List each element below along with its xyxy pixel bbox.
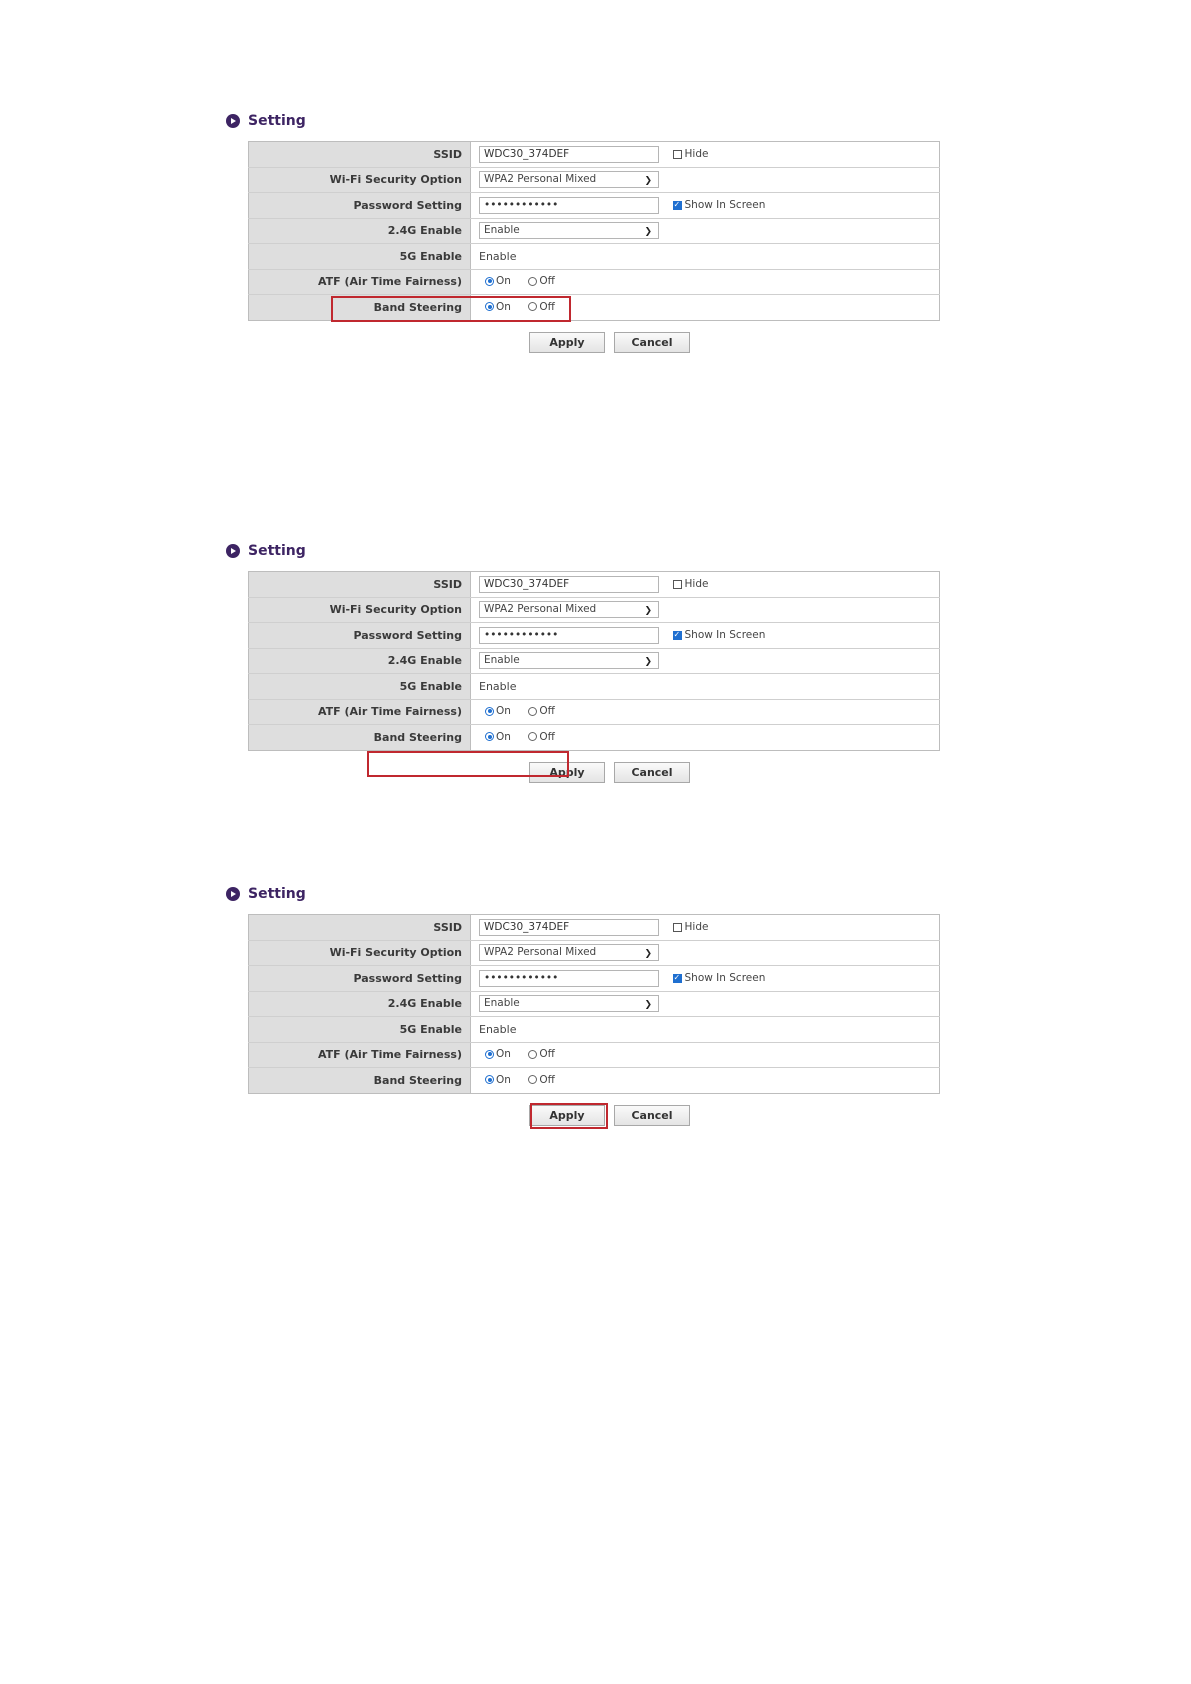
table-row xyxy=(249,142,940,168)
chevron-down-icon: ❯ xyxy=(644,949,652,960)
chevron-down-icon: ❯ xyxy=(644,176,652,187)
security-value: WPA2 Personal Mixed xyxy=(484,603,597,616)
checked-checkbox-icon xyxy=(673,201,682,210)
checkbox-icon xyxy=(673,923,682,932)
table-row xyxy=(249,940,940,966)
panel-heading xyxy=(226,543,306,559)
hide-label: Hide xyxy=(684,921,709,934)
checkbox-icon xyxy=(673,580,682,589)
chevron-down-icon: ❯ xyxy=(644,606,652,617)
radio-selected-icon xyxy=(485,277,494,286)
ssid-input[interactable]: WDC30_374DEF xyxy=(479,576,659,593)
band-on-radio[interactable] xyxy=(485,731,511,743)
play-circle-icon xyxy=(226,114,240,128)
g24-value: Enable xyxy=(484,997,520,1010)
security-label: Wi-Fi Security Option xyxy=(249,597,471,623)
hide-checkbox[interactable] xyxy=(673,578,709,590)
radio-icon xyxy=(528,277,537,286)
off-label: Off xyxy=(539,1073,555,1086)
password-label: Password Setting xyxy=(249,966,471,992)
checkbox-icon xyxy=(673,150,682,159)
radio-icon xyxy=(528,732,537,741)
table-row xyxy=(249,1042,940,1068)
g24-label: 2.4G Enable xyxy=(249,218,471,244)
panel-title: Setting xyxy=(248,113,306,129)
button-bar xyxy=(529,762,690,783)
table-row xyxy=(249,597,940,623)
radio-selected-icon xyxy=(485,707,494,716)
radio-selected-icon xyxy=(485,732,494,741)
settings-table xyxy=(248,571,940,751)
table-row xyxy=(249,915,940,941)
chevron-down-icon: ❯ xyxy=(644,1000,652,1011)
settings-table xyxy=(248,914,940,1094)
atf-label: ATF (Air Time Fairness) xyxy=(249,269,471,295)
show-label: Show In Screen xyxy=(684,199,766,212)
off-label: Off xyxy=(539,1048,555,1060)
band-steering-label: Band Steering xyxy=(249,725,471,751)
radio-selected-icon xyxy=(485,1050,494,1059)
off-label: Off xyxy=(539,705,555,717)
panel-heading xyxy=(226,886,306,902)
table-row xyxy=(249,674,940,700)
settings-table xyxy=(248,141,940,321)
on-label: On xyxy=(496,705,511,717)
radio-selected-icon xyxy=(485,1075,494,1084)
play-circle-icon xyxy=(226,544,240,558)
atf-label: ATF (Air Time Fairness) xyxy=(249,699,471,725)
table-row xyxy=(249,725,940,751)
table-row xyxy=(249,244,940,270)
atf-on-radio[interactable] xyxy=(485,705,511,717)
button-bar xyxy=(529,1105,690,1126)
radio-icon xyxy=(528,1075,537,1084)
g24-label: 2.4G Enable xyxy=(249,991,471,1017)
chevron-down-icon: ❯ xyxy=(644,227,652,238)
off-label: Off xyxy=(539,300,555,313)
hide-checkbox[interactable] xyxy=(673,148,709,160)
security-label: Wi-Fi Security Option xyxy=(249,167,471,193)
ssid-label: SSID xyxy=(249,572,471,598)
apply-button[interactable]: Apply xyxy=(529,1105,605,1126)
hide-label: Hide xyxy=(684,148,709,161)
band-off-radio[interactable] xyxy=(528,301,555,313)
radio-icon xyxy=(528,302,537,311)
g24-value: Enable xyxy=(484,224,520,237)
on-label: On xyxy=(496,1073,511,1086)
atf-label: ATF (Air Time Fairness) xyxy=(249,1042,471,1068)
table-row xyxy=(249,1017,940,1043)
g5-value: Enable xyxy=(471,674,940,700)
show-label: Show In Screen xyxy=(684,629,766,642)
panel-heading xyxy=(226,113,306,129)
radio-icon xyxy=(528,707,537,716)
password-input[interactable]: •••••••••••• xyxy=(479,970,659,987)
g24-select[interactable] xyxy=(479,652,659,669)
table-row xyxy=(249,1068,940,1094)
radio-selected-icon xyxy=(485,302,494,311)
g5-value: Enable xyxy=(471,244,940,270)
g5-value: Enable xyxy=(471,1017,940,1043)
band-on-radio[interactable] xyxy=(485,1074,511,1086)
table-row xyxy=(249,167,940,193)
security-label: Wi-Fi Security Option xyxy=(249,940,471,966)
table-row xyxy=(249,648,940,674)
g24-label: 2.4G Enable xyxy=(249,648,471,674)
band-on-radio[interactable] xyxy=(485,301,511,313)
password-label: Password Setting xyxy=(249,193,471,219)
ssid-label: SSID xyxy=(249,915,471,941)
hide-label: Hide xyxy=(684,578,709,591)
password-label: Password Setting xyxy=(249,623,471,649)
atf-off-radio[interactable] xyxy=(528,705,555,717)
cancel-button[interactable]: Cancel xyxy=(614,332,690,353)
atf-off-radio[interactable] xyxy=(528,275,555,287)
checked-checkbox-icon xyxy=(673,974,682,983)
panel-title: Setting xyxy=(248,543,306,559)
hide-checkbox[interactable] xyxy=(673,921,709,933)
security-value: WPA2 Personal Mixed xyxy=(484,173,597,186)
atf-on-radio[interactable] xyxy=(485,1048,511,1060)
ssid-input[interactable]: WDC30_374DEF xyxy=(479,146,659,163)
radio-icon xyxy=(528,1050,537,1059)
table-row xyxy=(249,193,940,219)
table-row xyxy=(249,966,940,992)
apply-button[interactable]: Apply xyxy=(529,762,605,783)
on-label: On xyxy=(496,730,511,743)
band-steering-label: Band Steering xyxy=(249,295,471,321)
checked-checkbox-icon xyxy=(673,631,682,640)
table-row xyxy=(249,218,940,244)
show-in-screen-checkbox[interactable] xyxy=(673,199,766,211)
security-value: WPA2 Personal Mixed xyxy=(484,946,597,959)
show-in-screen-checkbox[interactable] xyxy=(673,972,766,984)
g24-select[interactable] xyxy=(479,222,659,239)
g24-select[interactable] xyxy=(479,995,659,1012)
panel-title: Setting xyxy=(248,886,306,902)
security-select[interactable] xyxy=(479,171,659,188)
g5-label: 5G Enable xyxy=(249,244,471,270)
cancel-button[interactable]: Cancel xyxy=(614,762,690,783)
on-label: On xyxy=(496,300,511,313)
table-row xyxy=(249,269,940,295)
off-label: Off xyxy=(539,730,555,743)
play-circle-icon xyxy=(226,887,240,901)
table-row xyxy=(249,295,940,321)
show-label: Show In Screen xyxy=(684,972,766,985)
band-off-radio[interactable] xyxy=(528,731,555,743)
table-row xyxy=(249,572,940,598)
band-off-radio[interactable] xyxy=(528,1074,555,1086)
cancel-button[interactable]: Cancel xyxy=(614,1105,690,1126)
table-row xyxy=(249,991,940,1017)
password-input[interactable]: •••••••••••• xyxy=(479,627,659,644)
on-label: On xyxy=(496,1048,511,1060)
on-label: On xyxy=(496,275,511,287)
security-select[interactable] xyxy=(479,944,659,961)
button-bar xyxy=(529,332,690,353)
atf-off-radio[interactable] xyxy=(528,1048,555,1060)
chevron-down-icon: ❯ xyxy=(644,657,652,668)
band-steering-label: Band Steering xyxy=(249,1068,471,1094)
security-select[interactable] xyxy=(479,601,659,618)
show-in-screen-checkbox[interactable] xyxy=(673,629,766,641)
apply-button[interactable]: Apply xyxy=(529,332,605,353)
off-label: Off xyxy=(539,275,555,287)
password-input[interactable]: •••••••••••• xyxy=(479,197,659,214)
table-row xyxy=(249,699,940,725)
g5-label: 5G Enable xyxy=(249,674,471,700)
atf-on-radio[interactable] xyxy=(485,275,511,287)
ssid-label: SSID xyxy=(249,142,471,168)
g5-label: 5G Enable xyxy=(249,1017,471,1043)
ssid-input[interactable]: WDC30_374DEF xyxy=(479,919,659,936)
table-row xyxy=(249,623,940,649)
g24-value: Enable xyxy=(484,654,520,667)
